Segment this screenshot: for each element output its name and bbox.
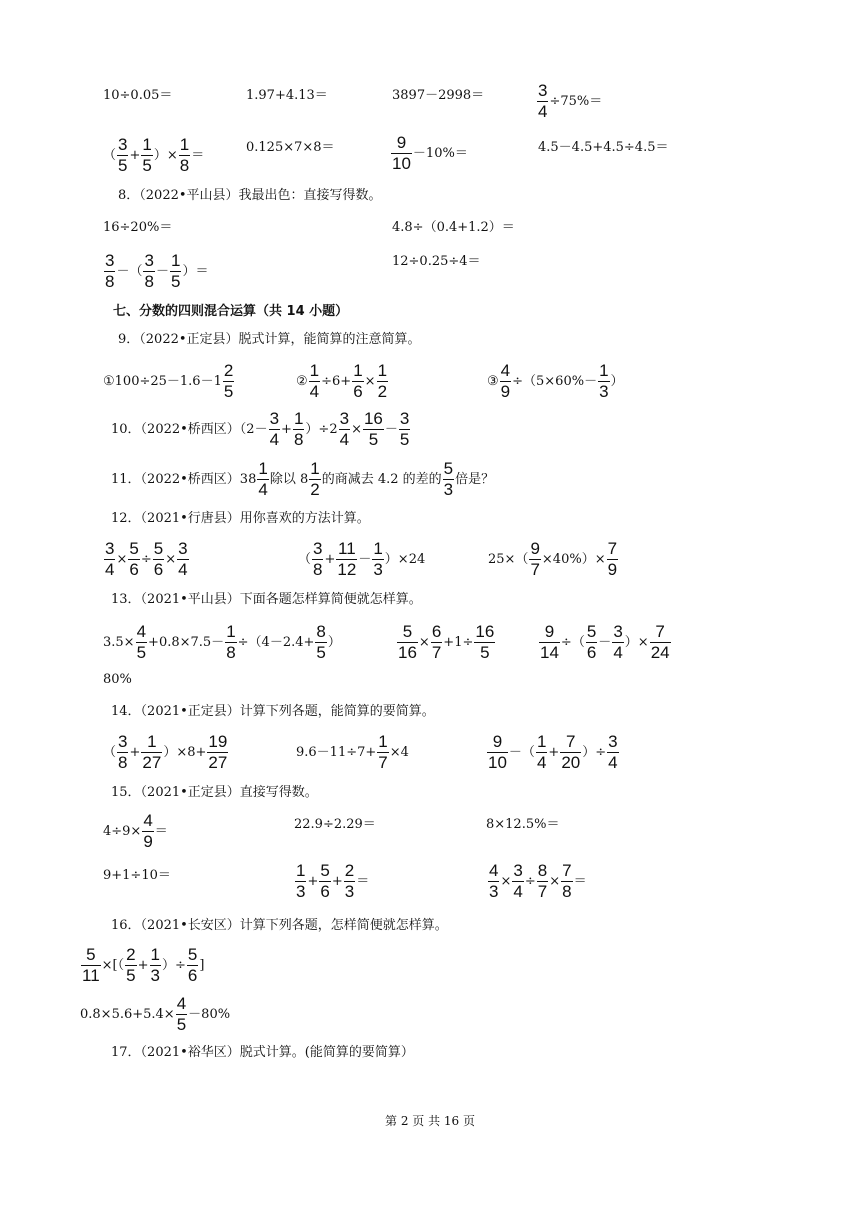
- fraction: [336, 540, 357, 579]
- problem-expression: $\frac{3}{4}$ × $\frac{5}{6}$ ÷ $\frac{5}{6}$ × $\frac{3}{4}$: [105, 539, 188, 579]
- fraction-denominator: 3: [150, 966, 160, 985]
- fraction-denominator: 9: [500, 382, 511, 401]
- fraction-numerator: 1: [142, 135, 152, 154]
- fraction: [607, 733, 618, 772]
- fraction-numerator: 5: [320, 861, 330, 880]
- fraction-numerator: 16: [475, 622, 495, 641]
- fraction: [81, 946, 101, 985]
- fraction: [397, 623, 418, 662]
- fraction-denominator: 8: [562, 882, 572, 901]
- fraction-denominator: 6: [353, 382, 363, 401]
- fraction-denominator: 4: [538, 102, 548, 121]
- fraction-numerator: 1: [536, 732, 547, 751]
- problem-text: 12÷0.25÷4＝: [392, 254, 481, 269]
- fraction-denominator: 4: [258, 480, 268, 499]
- fraction-numerator: 2: [223, 361, 234, 380]
- fraction: [142, 812, 153, 851]
- problem-expression: 4÷9× $\frac{4}{9}$ ＝: [103, 811, 168, 851]
- fraction-denominator: 10: [488, 753, 507, 772]
- fraction-numerator: 4: [136, 622, 147, 641]
- fraction-denominator: 4: [269, 430, 280, 449]
- fraction-numerator: 3: [118, 135, 128, 154]
- fraction: [560, 733, 581, 772]
- problem-expression: 25×（ $\frac{9}{7}$ ×40%）× $\frac{7}{9}$: [488, 539, 618, 579]
- fraction-numerator: 16: [363, 409, 383, 428]
- fraction-numerator: 8: [316, 622, 326, 641]
- fraction-denominator: 6: [320, 882, 330, 901]
- fraction-numerator: 9: [539, 623, 560, 643]
- fraction-numerator: 5: [187, 945, 198, 964]
- fraction-denominator: 4: [178, 560, 188, 579]
- fraction-denominator: 9: [607, 560, 618, 579]
- question-title: 15．（2021•正定县）直接写得数。: [111, 785, 318, 800]
- problem-expression: $\frac{3}{8}$ －（ $\frac{3}{8}$ － $\frac{1}{5}$ ）＝: [105, 251, 209, 291]
- fraction: [179, 136, 190, 175]
- fraction-numerator: 1: [258, 459, 268, 478]
- problem-expression: 10．（2022•桥西区）（2－ $\frac{3}{4}$ + $\frac{1}{8}$ ）÷2 $\frac{3}{4}$ × $\frac{16}{5}$ － $\frac{3}{5}$: [111, 409, 410, 449]
- fraction: [500, 362, 511, 401]
- fraction-denominator: 7: [530, 560, 540, 579]
- fraction-denominator: 8: [313, 560, 323, 579]
- fraction-denominator: 7: [537, 882, 548, 901]
- fraction-numerator: 3: [613, 622, 623, 641]
- problem-expression: $\frac{5}{11}$ ×[（ $\frac{2}{5}$ + $\frac{1}{3}$ ）÷ $\frac{5}{6}$ ]: [82, 945, 205, 985]
- fraction: [474, 623, 495, 662]
- fraction-numerator: 1: [373, 539, 383, 558]
- fraction-denominator: 8: [118, 753, 128, 772]
- fraction: [141, 136, 152, 175]
- fraction-numerator: 2: [344, 861, 355, 880]
- fraction-denominator: 4: [339, 430, 350, 449]
- problem-text: 8×12.5%＝: [486, 817, 560, 832]
- fraction-numerator: 1: [293, 409, 304, 428]
- fraction-numerator: 3: [105, 539, 115, 558]
- fraction-denominator: 7: [431, 643, 442, 662]
- fraction-denominator: 4: [105, 560, 115, 579]
- fraction: [309, 460, 320, 499]
- fraction-numerator: 6: [431, 622, 442, 641]
- fraction: [488, 862, 499, 901]
- fraction-numerator: 5: [153, 539, 164, 558]
- fraction: [143, 252, 154, 291]
- fraction-numerator: 4: [176, 994, 187, 1013]
- fraction-numerator: 2: [126, 945, 136, 964]
- fraction-denominator: 8: [105, 272, 115, 291]
- problem-expression: （ $\frac{3}{8}$ + $\frac{1}{27}$ ）×8+ $\frac{19}{27}$: [103, 732, 228, 772]
- page-footer: 第 2 页 共 16 页: [385, 1114, 475, 1128]
- problem-text: 22.9÷2.29＝: [294, 817, 376, 832]
- problem-expression: 11．（2022•桥西区）38 $\frac{1}{4}$ 除以 8 $\frac{1}{2}$ 的商减去 4.2 的差的 $\frac{5}{3}$ 倍是？: [111, 459, 495, 499]
- fraction-numerator: 5: [443, 459, 454, 478]
- problem-expression: （ $\frac{3}{8}$ + $\frac{11}{12}$ － $\frac{1}{3}$ ）×24: [298, 539, 426, 579]
- fraction: [377, 362, 388, 401]
- fraction-denominator: 8: [293, 430, 304, 449]
- fraction: [312, 540, 323, 579]
- fraction-denominator: 3: [443, 480, 454, 499]
- problem-expression: ② $\frac{1}{4}$ ÷6+ $\frac{1}{6}$ × $\frac{1}{2}$: [296, 361, 388, 401]
- fraction-numerator: 3: [269, 409, 280, 428]
- problem-expression: $\frac{9}{10}$ －（ $\frac{1}{4}$ + $\frac{7}{20}$ ）÷ $\frac{3}{4}$: [488, 732, 618, 772]
- fraction-numerator: 9: [391, 134, 412, 154]
- fraction: [537, 862, 548, 901]
- problem-text: 80%: [103, 672, 132, 687]
- fraction: [612, 623, 623, 662]
- fraction: [431, 623, 442, 662]
- fraction-denominator: 12: [337, 560, 357, 579]
- fraction: [487, 733, 508, 772]
- fraction-numerator: 8: [537, 861, 548, 880]
- fraction-numerator: 3: [513, 861, 523, 880]
- fraction: [443, 460, 454, 499]
- question-title: 17．（2021•裕华区）脱式计算。(能简算的要简算）: [111, 1045, 414, 1060]
- problem-expression: $\frac{9}{14}$ ÷（ $\frac{5}{6}$ － $\frac{3}{4}$ ）× $\frac{7}{24}$: [540, 622, 670, 662]
- fraction: [117, 136, 128, 175]
- fraction-denominator: 4: [309, 382, 320, 401]
- fraction-denominator: 5: [170, 272, 181, 291]
- fraction-denominator: 8: [179, 156, 190, 175]
- fraction-numerator: 1: [310, 459, 320, 478]
- question-title: 16．（2021•长安区）计算下列各题，怎样简便就怎样算。: [111, 918, 448, 933]
- fraction-denominator: 5: [118, 156, 128, 175]
- fraction-numerator: 3: [105, 251, 115, 270]
- fraction-numerator: 3: [178, 539, 188, 558]
- fraction-numerator: 1: [377, 361, 388, 380]
- question-title: 12．（2021•行唐县）用你喜欢的方法计算。: [111, 511, 370, 526]
- fraction-numerator: 1: [141, 733, 162, 753]
- fraction: [293, 410, 304, 449]
- fraction: [529, 540, 540, 579]
- fraction: [150, 946, 161, 985]
- fraction-numerator: 7: [562, 861, 572, 880]
- problem-expression: 3.5× $\frac{4}{5}$ +0.8×7.5－ $\frac{1}{8}$ ÷（4－2.4+ $\frac{8}{5}$ ）: [103, 622, 341, 662]
- fraction: [561, 862, 572, 901]
- fraction: [539, 623, 560, 662]
- fraction: [257, 460, 268, 499]
- question-title: 8．（2022•平山县）我最出色：直接写得数。: [118, 188, 382, 203]
- fraction-denominator: 7: [378, 753, 388, 772]
- fraction-numerator: 7: [607, 539, 618, 558]
- problem-text: 1.97+4.13＝: [246, 88, 328, 103]
- fraction: [537, 82, 548, 121]
- fraction: [176, 995, 187, 1034]
- question-title: 14．（2021•正定县）计算下列各题，能简算的要简算。: [111, 704, 435, 719]
- fraction-denominator: 24: [650, 643, 670, 662]
- fraction-numerator: 9: [487, 733, 508, 753]
- problem-expression: 9.6－11÷7+ $\frac{1}{7}$ ×4: [296, 732, 409, 772]
- fraction-numerator: 9: [530, 539, 540, 558]
- fraction: [598, 362, 609, 401]
- fraction: [136, 623, 147, 662]
- fraction-numerator: 11: [338, 539, 356, 558]
- problem-expression: $\frac{4}{3}$ × $\frac{3}{4}$ ÷ $\frac{8}{7}$ × $\frac{7}{8}$ ＝: [489, 861, 587, 901]
- fraction: [536, 733, 547, 772]
- fraction: [352, 362, 363, 401]
- fraction-denominator: 5: [136, 643, 147, 662]
- fraction: [399, 410, 410, 449]
- fraction-numerator: 3: [144, 251, 154, 270]
- fraction-denominator: 5: [142, 156, 152, 175]
- fraction-numerator: 1: [296, 861, 306, 880]
- problem-expression: $\frac{1}{3}$ + $\frac{5}{6}$ + $\frac{2}{3}$ ＝: [296, 861, 370, 901]
- fraction: [117, 733, 128, 772]
- fraction-denominator: 5: [126, 966, 136, 985]
- fraction-denominator: 27: [208, 753, 228, 772]
- fraction-denominator: 5: [176, 1015, 187, 1034]
- fraction-numerator: 3: [118, 732, 128, 751]
- fraction-denominator: 8: [144, 272, 154, 291]
- fraction-numerator: 1: [309, 361, 320, 380]
- fraction-numerator: 1: [150, 945, 160, 964]
- fraction-numerator: 3: [313, 539, 323, 558]
- fraction: [391, 134, 412, 173]
- fraction-denominator: 3: [489, 882, 499, 901]
- fraction-denominator: 6: [153, 560, 164, 579]
- fraction: [225, 623, 236, 662]
- section-heading: 七、分数的四则混合运算（共 14 小题）: [113, 304, 349, 319]
- fraction-denominator: 5: [316, 643, 326, 662]
- fraction-denominator: 3: [373, 560, 383, 579]
- fraction-denominator: 6: [586, 643, 597, 662]
- fraction-denominator: 3: [599, 382, 609, 401]
- fraction-denominator: 4: [513, 882, 523, 901]
- fraction: [141, 733, 162, 772]
- fraction: [187, 946, 198, 985]
- fraction: [207, 733, 228, 772]
- question-title: 9．（2022•正定县）脱式计算，能简算的注意简算。: [118, 332, 421, 347]
- fraction-denominator: 2: [377, 382, 388, 401]
- fraction: [607, 540, 618, 579]
- problem-expression: $\frac{5}{16}$ × $\frac{6}{7}$ +1÷ $\frac{16}{5}$: [398, 622, 495, 662]
- fraction: [104, 540, 115, 579]
- fraction-denominator: 27: [142, 753, 162, 772]
- fraction: [372, 540, 383, 579]
- fraction-numerator: 1: [179, 135, 190, 154]
- fraction: [223, 362, 234, 401]
- fraction-denominator: 4: [608, 753, 618, 772]
- fraction: [269, 410, 280, 449]
- fraction: [344, 862, 355, 901]
- fraction: [153, 540, 164, 579]
- question-title: 13．（2021•平山县）下面各题怎样算简便就怎样算。: [111, 592, 422, 607]
- fraction-numerator: 4: [489, 861, 499, 880]
- fraction-denominator: 11: [82, 966, 100, 985]
- fraction-denominator: 14: [540, 643, 559, 662]
- fraction-denominator: 6: [129, 560, 139, 579]
- problem-text: 16÷20%＝: [103, 220, 173, 235]
- fraction: [512, 862, 523, 901]
- fraction: [177, 540, 188, 579]
- fraction-numerator: 4: [143, 811, 153, 830]
- fraction-numerator: 7: [560, 733, 581, 753]
- fraction-denominator: 2: [310, 480, 320, 499]
- problem-expression: $\frac{3}{4}$ ÷75%＝: [538, 81, 603, 121]
- fraction-numerator: 5: [129, 539, 139, 558]
- fraction: [128, 540, 139, 579]
- problem-expression: ①100÷25－1.6－1 $\frac{2}{5}$: [103, 361, 234, 401]
- fraction: [315, 623, 326, 662]
- fraction-denominator: 10: [392, 154, 411, 173]
- fraction: [319, 862, 330, 901]
- problem-text: 10÷0.05＝: [103, 88, 173, 103]
- fraction-denominator: 6: [187, 966, 198, 985]
- fraction-denominator: 4: [536, 753, 547, 772]
- fraction-denominator: 16: [398, 643, 417, 662]
- fraction-denominator: 20: [561, 753, 581, 772]
- fraction-denominator: 8: [226, 643, 236, 662]
- fraction: [363, 410, 384, 449]
- fraction-denominator: 5: [368, 430, 379, 449]
- fraction: [377, 733, 388, 772]
- problem-text: 3897－2998＝: [392, 88, 485, 103]
- fraction-numerator: 3: [399, 409, 410, 428]
- fraction-numerator: 1: [378, 732, 388, 751]
- fraction: [339, 410, 350, 449]
- problem-expression: $\frac{9}{10}$ －10%＝: [392, 133, 468, 173]
- fraction-numerator: 1: [170, 251, 181, 270]
- fraction-numerator: 19: [208, 732, 228, 751]
- fraction-numerator: 5: [397, 623, 418, 643]
- fraction-numerator: 3: [608, 732, 618, 751]
- problem-expression: ③ $\frac{4}{9}$ ÷（5×60%－ $\frac{1}{3}$ ）: [487, 361, 624, 401]
- fraction-numerator: 4: [500, 361, 511, 380]
- problem-text: 4.8÷（0.4+1.2）＝: [392, 220, 515, 235]
- fraction: [104, 252, 115, 291]
- problem-text: 0.125×7×8＝: [246, 140, 335, 155]
- fraction-numerator: 3: [538, 81, 548, 100]
- fraction: [125, 946, 136, 985]
- fraction-denominator: 3: [344, 882, 355, 901]
- fraction-denominator: 3: [296, 882, 306, 901]
- fraction-numerator: 5: [81, 946, 101, 966]
- problem-expression: 0.8×5.6+5.4× $\frac{4}{5}$ －80%: [80, 994, 231, 1034]
- fraction: [650, 623, 671, 662]
- fraction-denominator: 5: [399, 430, 410, 449]
- fraction-numerator: 5: [586, 622, 597, 641]
- fraction-denominator: 5: [480, 643, 490, 662]
- fraction-numerator: 7: [650, 623, 671, 643]
- fraction: [586, 623, 597, 662]
- fraction-denominator: 5: [223, 382, 234, 401]
- problem-text: 9+1÷10＝: [103, 868, 171, 883]
- fraction: [170, 252, 181, 291]
- fraction-denominator: 4: [613, 643, 623, 662]
- fraction-numerator: 1: [599, 361, 609, 380]
- fraction-numerator: 1: [353, 361, 363, 380]
- fraction-numerator: 3: [339, 409, 350, 428]
- fraction: [295, 862, 306, 901]
- fraction: [309, 362, 320, 401]
- problem-expression: （ $\frac{3}{5}$ + $\frac{1}{5}$ ）× $\frac{1}{8}$ ＝: [103, 135, 205, 175]
- fraction-numerator: 1: [226, 622, 236, 641]
- problem-text: 4.5－4.5+4.5÷4.5＝: [538, 140, 669, 155]
- fraction-denominator: 9: [143, 832, 153, 851]
